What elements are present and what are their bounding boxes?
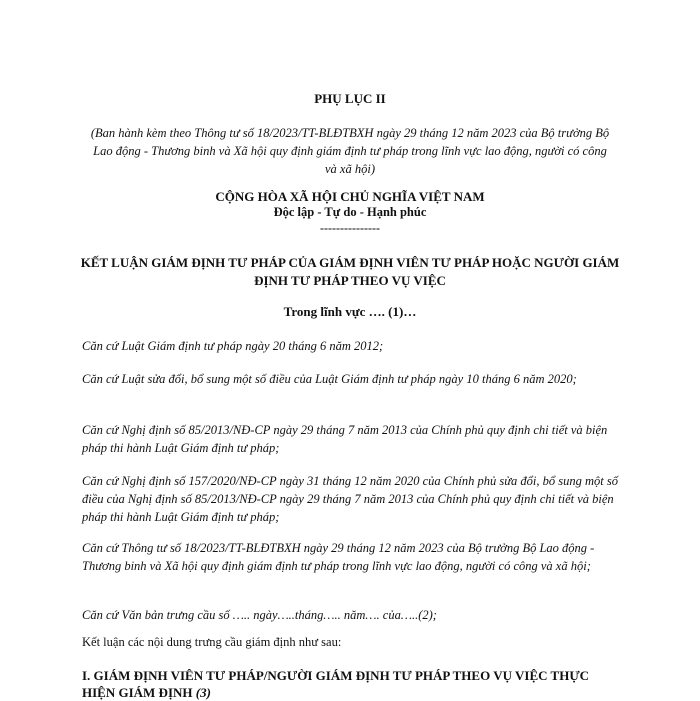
legal-basis-5: Căn cứ Thông tư số 18/2023/TT-BLĐTBXH ngày 29 tháng 12 năm 2023 của Bộ trưởng Bộ Lao động - Thương binh và Xã hội quy định giám định tư pháp trong lĩnh vực lao động, người có công và xã hội; <box>82 541 595 573</box>
section-1-heading <box>82 667 622 701</box>
legal-basis-1: Căn cứ Luật Giám định tư pháp ngày 20 tháng 6 năm 2012; <box>82 339 384 353</box>
appendix-title: PHỤ LỤC II <box>314 91 386 106</box>
legal-basis-4: Căn cứ Nghị định số 157/2020/NĐ-CP ngày 31 tháng 12 năm 2020 của Chính phủ sửa đổi, bổ sung một số điều của Nghị định số 85/2013/NĐ-CP ngày 29 tháng 7 năm 2013 của Chính phủ quy định chi tiết và biện pháp thi hành Luật Giám định tư pháp; <box>82 474 618 524</box>
document-title: KẾT LUẬN GIÁM ĐỊNH TƯ PHÁP CỦA GIÁM ĐỊNH VIÊN TƯ PHÁP HOẶC NGƯỜI GIÁM ĐỊNH TƯ PHÁP THEO VỤ VIỆC <box>80 255 620 288</box>
issued-note: (Ban hành kèm theo Thông tư số 18/2023/TT-BLĐTBXH ngày 29 tháng 12 năm 2023 của Bộ trưởng Bộ Lao động - Thương binh và Xã hội quy định giám định tư pháp trong lĩnh vực lao động, người có công và xã hội) <box>90 126 610 176</box>
national-heading: CỘNG HÒA XÃ HỘI CHỦ NGHĨA VIỆT NAM <box>215 189 485 204</box>
conclusion-intro: Kết luận các nội dung trưng cầu giám định như sau: <box>82 635 342 649</box>
legal-basis-3: Căn cứ Nghị định số 85/2013/NĐ-CP ngày 29 tháng 7 năm 2013 của Chính phủ quy định chi tiết và biện pháp thi hành Luật Giám định tư pháp; <box>82 423 608 455</box>
section-1-note: (3) <box>192 685 211 700</box>
legal-basis-6: Căn cứ Văn bản trưng cầu số ….. ngày…..tháng….. năm…. của…..(2); <box>82 608 437 622</box>
legal-basis-2: Căn cứ Luật sửa đổi, bổ sung một số điều của Luật Giám định tư pháp ngày 10 tháng 6 năm 2020; <box>82 372 577 386</box>
heading-divider: --------------- <box>320 221 380 235</box>
field-placeholder: …. (1)… <box>365 304 417 319</box>
national-motto: Độc lập - Tự do - Hạnh phúc <box>273 205 427 219</box>
section-1-text: I. GIÁM ĐỊNH VIÊN TƯ PHÁP/NGƯỜI GIÁM ĐỊNH TƯ PHÁP THEO VỤ VIỆC THỰC HIỆN GIÁM ĐỊNH <box>82 668 590 700</box>
field-line <box>0 304 700 320</box>
field-label: Trong lĩnh vực <box>283 304 366 319</box>
